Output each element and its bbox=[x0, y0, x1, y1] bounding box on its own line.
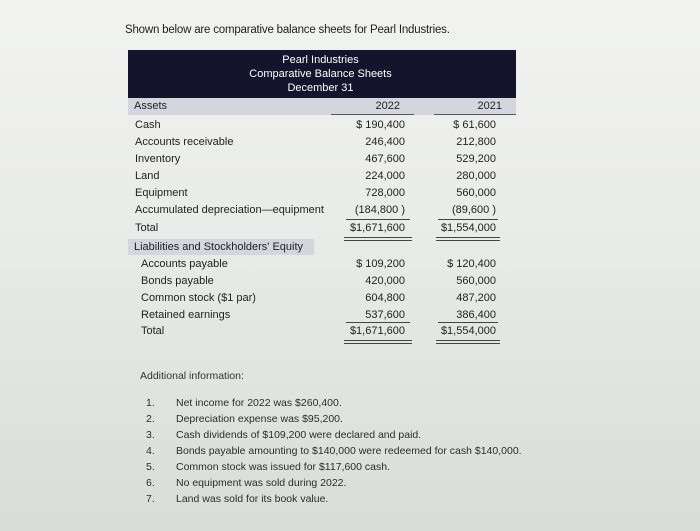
table-row-equipment bbox=[128, 185, 516, 202]
row-label: Bonds payable bbox=[141, 275, 214, 287]
value-2022: $ 190,400 bbox=[356, 119, 405, 131]
value-2022: $1,671,600 bbox=[349, 222, 405, 234]
company-name: Pearl Industries bbox=[282, 54, 359, 66]
intro-text: Shown below are comparative balance sheets for Pearl Industries. bbox=[125, 24, 450, 36]
note-number: 2. bbox=[146, 413, 155, 425]
table-row-assets-total bbox=[128, 220, 516, 237]
value-2021: 386,400 bbox=[456, 309, 496, 321]
value-2021: $1,554,000 bbox=[440, 222, 496, 234]
row-label: Accounts payable bbox=[141, 258, 228, 270]
value-2022: 537,600 bbox=[365, 309, 405, 321]
table-row-inventory bbox=[128, 151, 516, 168]
total-double-underline-2022 bbox=[344, 237, 412, 241]
table-row-accounts-payable bbox=[128, 256, 516, 273]
table-row-accounts-receivable bbox=[128, 134, 516, 151]
value-2021: 560,000 bbox=[456, 187, 496, 199]
note-number: 1. bbox=[146, 397, 155, 409]
list-item bbox=[146, 429, 421, 441]
list-item bbox=[146, 413, 343, 425]
row-label: Land bbox=[135, 170, 160, 182]
note-text: Net income for 2022 was $260,400. bbox=[176, 397, 342, 409]
value-2022: 246,400 bbox=[365, 136, 405, 148]
value-2021: $ 61,600 bbox=[453, 119, 496, 131]
balance-sheet-header bbox=[128, 50, 516, 98]
table-row-cash bbox=[128, 117, 516, 134]
note-text: No equipment was sold during 2022. bbox=[176, 477, 347, 489]
table-row-accumulated-depreciation bbox=[128, 202, 516, 219]
value-2021: 487,200 bbox=[456, 292, 496, 304]
row-label: Total bbox=[135, 222, 159, 234]
value-2021: (89,600 ) bbox=[451, 204, 496, 216]
note-text: Cash dividends of $109,200 were declared and paid. bbox=[176, 429, 422, 441]
note-number: 3. bbox=[146, 429, 155, 441]
value-2022: 420,000 bbox=[365, 275, 405, 287]
row-label: Accounts receivable bbox=[135, 136, 234, 148]
note-number: 4. bbox=[146, 445, 155, 457]
table-row-common-stock bbox=[128, 290, 516, 307]
note-text: Common stock was issued for $117,600 cash. bbox=[176, 461, 390, 473]
total-double-underline-2022 bbox=[344, 340, 412, 344]
total-double-underline-2021 bbox=[436, 340, 500, 344]
value-2022: 467,600 bbox=[365, 153, 405, 165]
value-2022: 604,800 bbox=[365, 292, 405, 304]
additional-info-heading: Additional information: bbox=[140, 370, 244, 382]
value-2022: $ 109,200 bbox=[356, 258, 405, 270]
statement-date: December 31 bbox=[287, 82, 354, 94]
value-2021: 560,000 bbox=[456, 275, 496, 287]
value-2021: 280,000 bbox=[456, 170, 496, 182]
list-item bbox=[146, 445, 522, 457]
table-row-land bbox=[128, 168, 516, 185]
table-row-bonds-payable bbox=[128, 273, 516, 290]
row-label: Equipment bbox=[135, 187, 188, 199]
value-2022: (184,800 ) bbox=[354, 204, 405, 216]
list-item bbox=[146, 493, 328, 505]
value-2022: $1,671,600 bbox=[349, 325, 405, 337]
value-2021: $1,554,000 bbox=[440, 325, 496, 337]
value-2022: 224,000 bbox=[365, 170, 405, 182]
note-text: Depreciation expense was $95,200. bbox=[176, 413, 343, 425]
note-number: 5. bbox=[146, 461, 155, 473]
row-label: Accumulated depreciation—equipment bbox=[135, 204, 324, 216]
assets-heading: Assets bbox=[128, 98, 331, 115]
note-text: Land was sold for its book value. bbox=[176, 493, 329, 505]
row-label: Cash bbox=[135, 119, 161, 131]
note-number: 6. bbox=[146, 477, 155, 489]
note-text: Bonds payable amounting to $140,000 were redeemed for cash $140,000. bbox=[176, 445, 522, 457]
total-double-underline-2021 bbox=[436, 237, 500, 241]
note-number: 7. bbox=[146, 493, 155, 505]
year-2022-heading: 2022 bbox=[331, 98, 414, 115]
row-label: Common stock ($1 par) bbox=[141, 292, 256, 304]
list-item bbox=[146, 477, 346, 489]
year-2021-heading: 2021 bbox=[434, 98, 516, 115]
statement-title: Comparative Balance Sheets bbox=[249, 68, 392, 80]
row-label: Inventory bbox=[135, 153, 181, 165]
column-gap bbox=[414, 98, 434, 115]
value-2021: 529,200 bbox=[456, 153, 496, 165]
list-item bbox=[146, 461, 390, 473]
row-label: Total bbox=[141, 325, 165, 337]
list-item bbox=[146, 397, 342, 409]
value-2021: 212,800 bbox=[456, 136, 496, 148]
row-label: Retained earnings bbox=[141, 309, 231, 321]
value-2021: $ 120,400 bbox=[447, 258, 496, 270]
value-2022: 728,000 bbox=[365, 187, 405, 199]
liabilities-equity-heading: Liabilities and Stockholders' Equity bbox=[128, 239, 314, 255]
table-row-liabilities-total bbox=[128, 323, 516, 340]
